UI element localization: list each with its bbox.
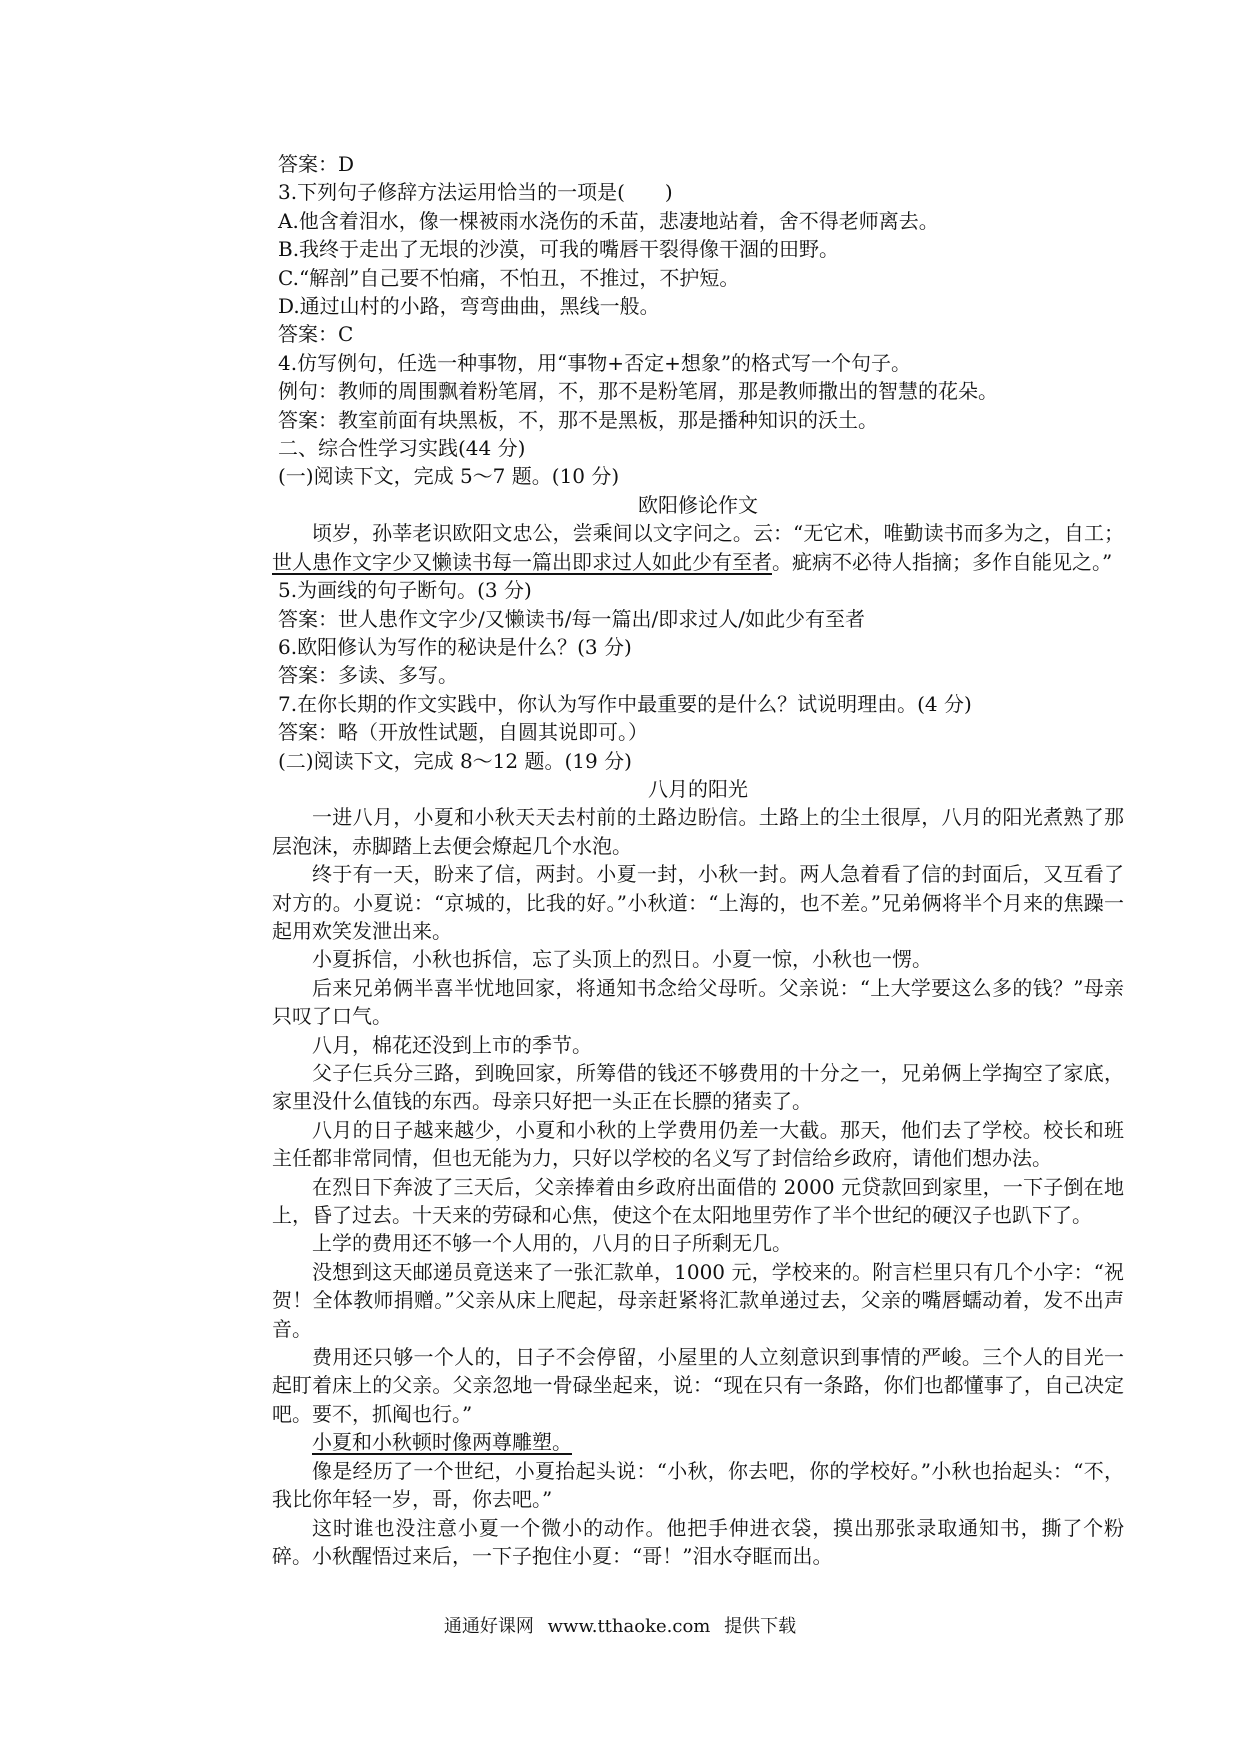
- passage-paragraph-underlined: [272, 1428, 1124, 1456]
- passage-paragraph: 父子仨兵分三路，到晚回家，所筹借的钱还不够费用的十分之一，兄弟俩上学掏空了家底，家里没什么值钱的东西。母亲只好把一头正在长膘的猪卖了。: [272, 1061, 1124, 1114]
- passage-paragraph: 终于有一天，盼来了信，两封。小夏一封，小秋一封。两人急着看了信的封面后，又互看了对方的。小夏说：“京城的，比我的好。”小秋道：“上海的，也不差。”兄弟俩将半个月来的焦躁一起用欢笑发泄出来。: [272, 862, 1124, 943]
- passage-paragraph: 小夏拆信，小秋也拆信，忘了头顶上的烈日。小夏一惊，小秋也一愣。: [312, 947, 932, 972]
- question-3: 3.下列句子修辞方法运用恰当的一项是( ): [278, 180, 673, 205]
- passage-paragraph: 像是经历了一个世纪，小夏抬起头说：“小秋，你去吧，你的学校好。”小秋也抬起头：“不，我比你年轻一岁，哥，你去吧。”: [272, 1458, 1124, 1512]
- question-4: 4.仿写例句，任选一种事物，用“事物+否定+想象”的格式写一个句子。: [278, 350, 912, 375]
- option-b: B.我终于走出了无垠的沙漠，可我的嘴唇干裂得像干涸的田野。: [278, 237, 840, 262]
- passage-1-title: 欧阳修论作文: [638, 492, 758, 517]
- part-1-intro: (一)阅读下文，完成 5～7 题。(10 分): [278, 464, 620, 489]
- question-6: 6.欧阳修认为写作的秘诀是什么？(3 分): [278, 634, 632, 659]
- footer-url: www.tthaoke.com: [547, 1616, 711, 1637]
- page-footer: [0, 1612, 1240, 1638]
- footer-site-name: 通通好课网: [443, 1616, 534, 1637]
- question-5: 5.为画线的句子断句。(3 分): [278, 578, 532, 603]
- option-a: A.他含着泪水，像一棵被雨水浇伤的禾苗，悲凄地站着，舍不得老师离去。: [278, 208, 939, 233]
- answer-line: 答案：D: [278, 152, 355, 176]
- question-5-answer: 答案：世人患作文字少/又懒读书/每一篇出/即求过人/如此少有至者: [278, 606, 865, 631]
- option-c: C.“解剖”自己要不怕痛，不怕丑，不推过，不护短。: [278, 265, 740, 290]
- section-heading: 二、综合性学习实践(44 分): [278, 436, 526, 461]
- passage-paragraph: 八月，棉花还没到上市的季节。: [312, 1032, 592, 1057]
- passage-paragraph: 这时谁也没注意小夏一个微小的动作。他把手伸进衣袋，摸出那张录取通知书，撕了个粉碎。小秋醒悟过来后，一下子抱住小夏：“哥！”泪水夺眶而出。: [272, 1515, 1124, 1568]
- question-4-answer: 答案：教室前面有块黑板，不，那不是黑板，那是播种知识的沃土。: [278, 407, 878, 432]
- underlined-sentence: 小夏和小秋顿时像两尊雕塑。: [312, 1430, 572, 1455]
- passage-paragraph: 上学的费用还不够一个人用的，八月的日子所剩无几。: [312, 1231, 792, 1256]
- passage-1-body: [272, 519, 1124, 576]
- question-7-answer: 答案：略（开放性试题，自圆其说即可。）: [278, 720, 648, 745]
- passage-1-text-after: 。疵病不必待人指摘；多作自能见之。”: [772, 549, 1113, 574]
- part-2-intro: (二)阅读下文，完成 8～12 题。(19 分): [278, 748, 632, 773]
- passage-paragraph: 后来兄弟俩半喜半忧地回家，将通知书念给父母听。父亲说：“上大学要这么多的钱？”母亲只叹了口气。: [272, 975, 1124, 1029]
- passage-paragraph: 一进八月，小夏和小秋天天去村前的土路边盼信。土路上的尘土很厚，八月的阳光煮熟了那层泡沫，赤脚踏上去便会燎起几个水泡。: [272, 805, 1124, 858]
- passage-paragraph: 八月的日子越来越少，小夏和小秋的上学费用仍差一大截。那天，他们去了学校。校长和班主任都非常同情，但也无能为力，只好以学校的名义写了封信给乡政府，请他们想办法。: [272, 1117, 1124, 1171]
- passage-paragraph: 在烈日下奔波了三天后，父亲捧着由乡政府出面借的 2000 元贷款回到家里，一下子倒在地上，昏了过去。十天来的劳碌和心焦，使这个在太阳地里劳作了半个世纪的硬汉子也趴下了。: [272, 1174, 1124, 1228]
- question-7: 7.在你长期的作文实践中，你认为写作中最重要的是什么？试说明理由。(4 分): [278, 691, 972, 716]
- passage-1-underlined-sentence: 世人患作文字少又懒读书每一篇出即求过人如此少有至者: [272, 549, 772, 574]
- question-6-answer: 答案：多读、多写。: [278, 663, 458, 688]
- passage-paragraph: 没想到这天邮递员竟送来了一张汇款单，1000 元，学校来的。附言栏里只有几个小字：“祝贺！全体教师捐赠。”父亲从床上爬起，母亲赶紧将汇款单递过去，父亲的嘴唇蠕动着，发不出声音。: [272, 1259, 1124, 1341]
- passage-1-text-before: 顷岁，孙莘老识欧阳文忠公，尝乘间以文字问之。云：“无它术，唯勤读书而多为之，自工；: [312, 521, 1124, 546]
- footer-suffix: 提供下载: [724, 1616, 797, 1637]
- answer-line: 答案：C: [278, 322, 354, 347]
- option-d: D.通过山村的小路，弯弯曲曲，黑线一般。: [278, 294, 660, 319]
- exam-content: [272, 150, 1124, 1570]
- passage-paragraph: 费用还只够一个人的，日子不会停留，小屋里的人立刻意识到事情的严峻。三个人的目光一起盯着床上的父亲。父亲忽地一骨碌坐起来，说：“现在只有一条路，你们也都懂事了，自己决定吧。要不，抓阄也行。”: [272, 1345, 1124, 1426]
- question-4-example: 例句：教师的周围飘着粉笔屑，不，那不是粉笔屑，那是教师撒出的智慧的花朵。: [278, 379, 998, 404]
- passage-2-title: 八月的阳光: [648, 776, 748, 801]
